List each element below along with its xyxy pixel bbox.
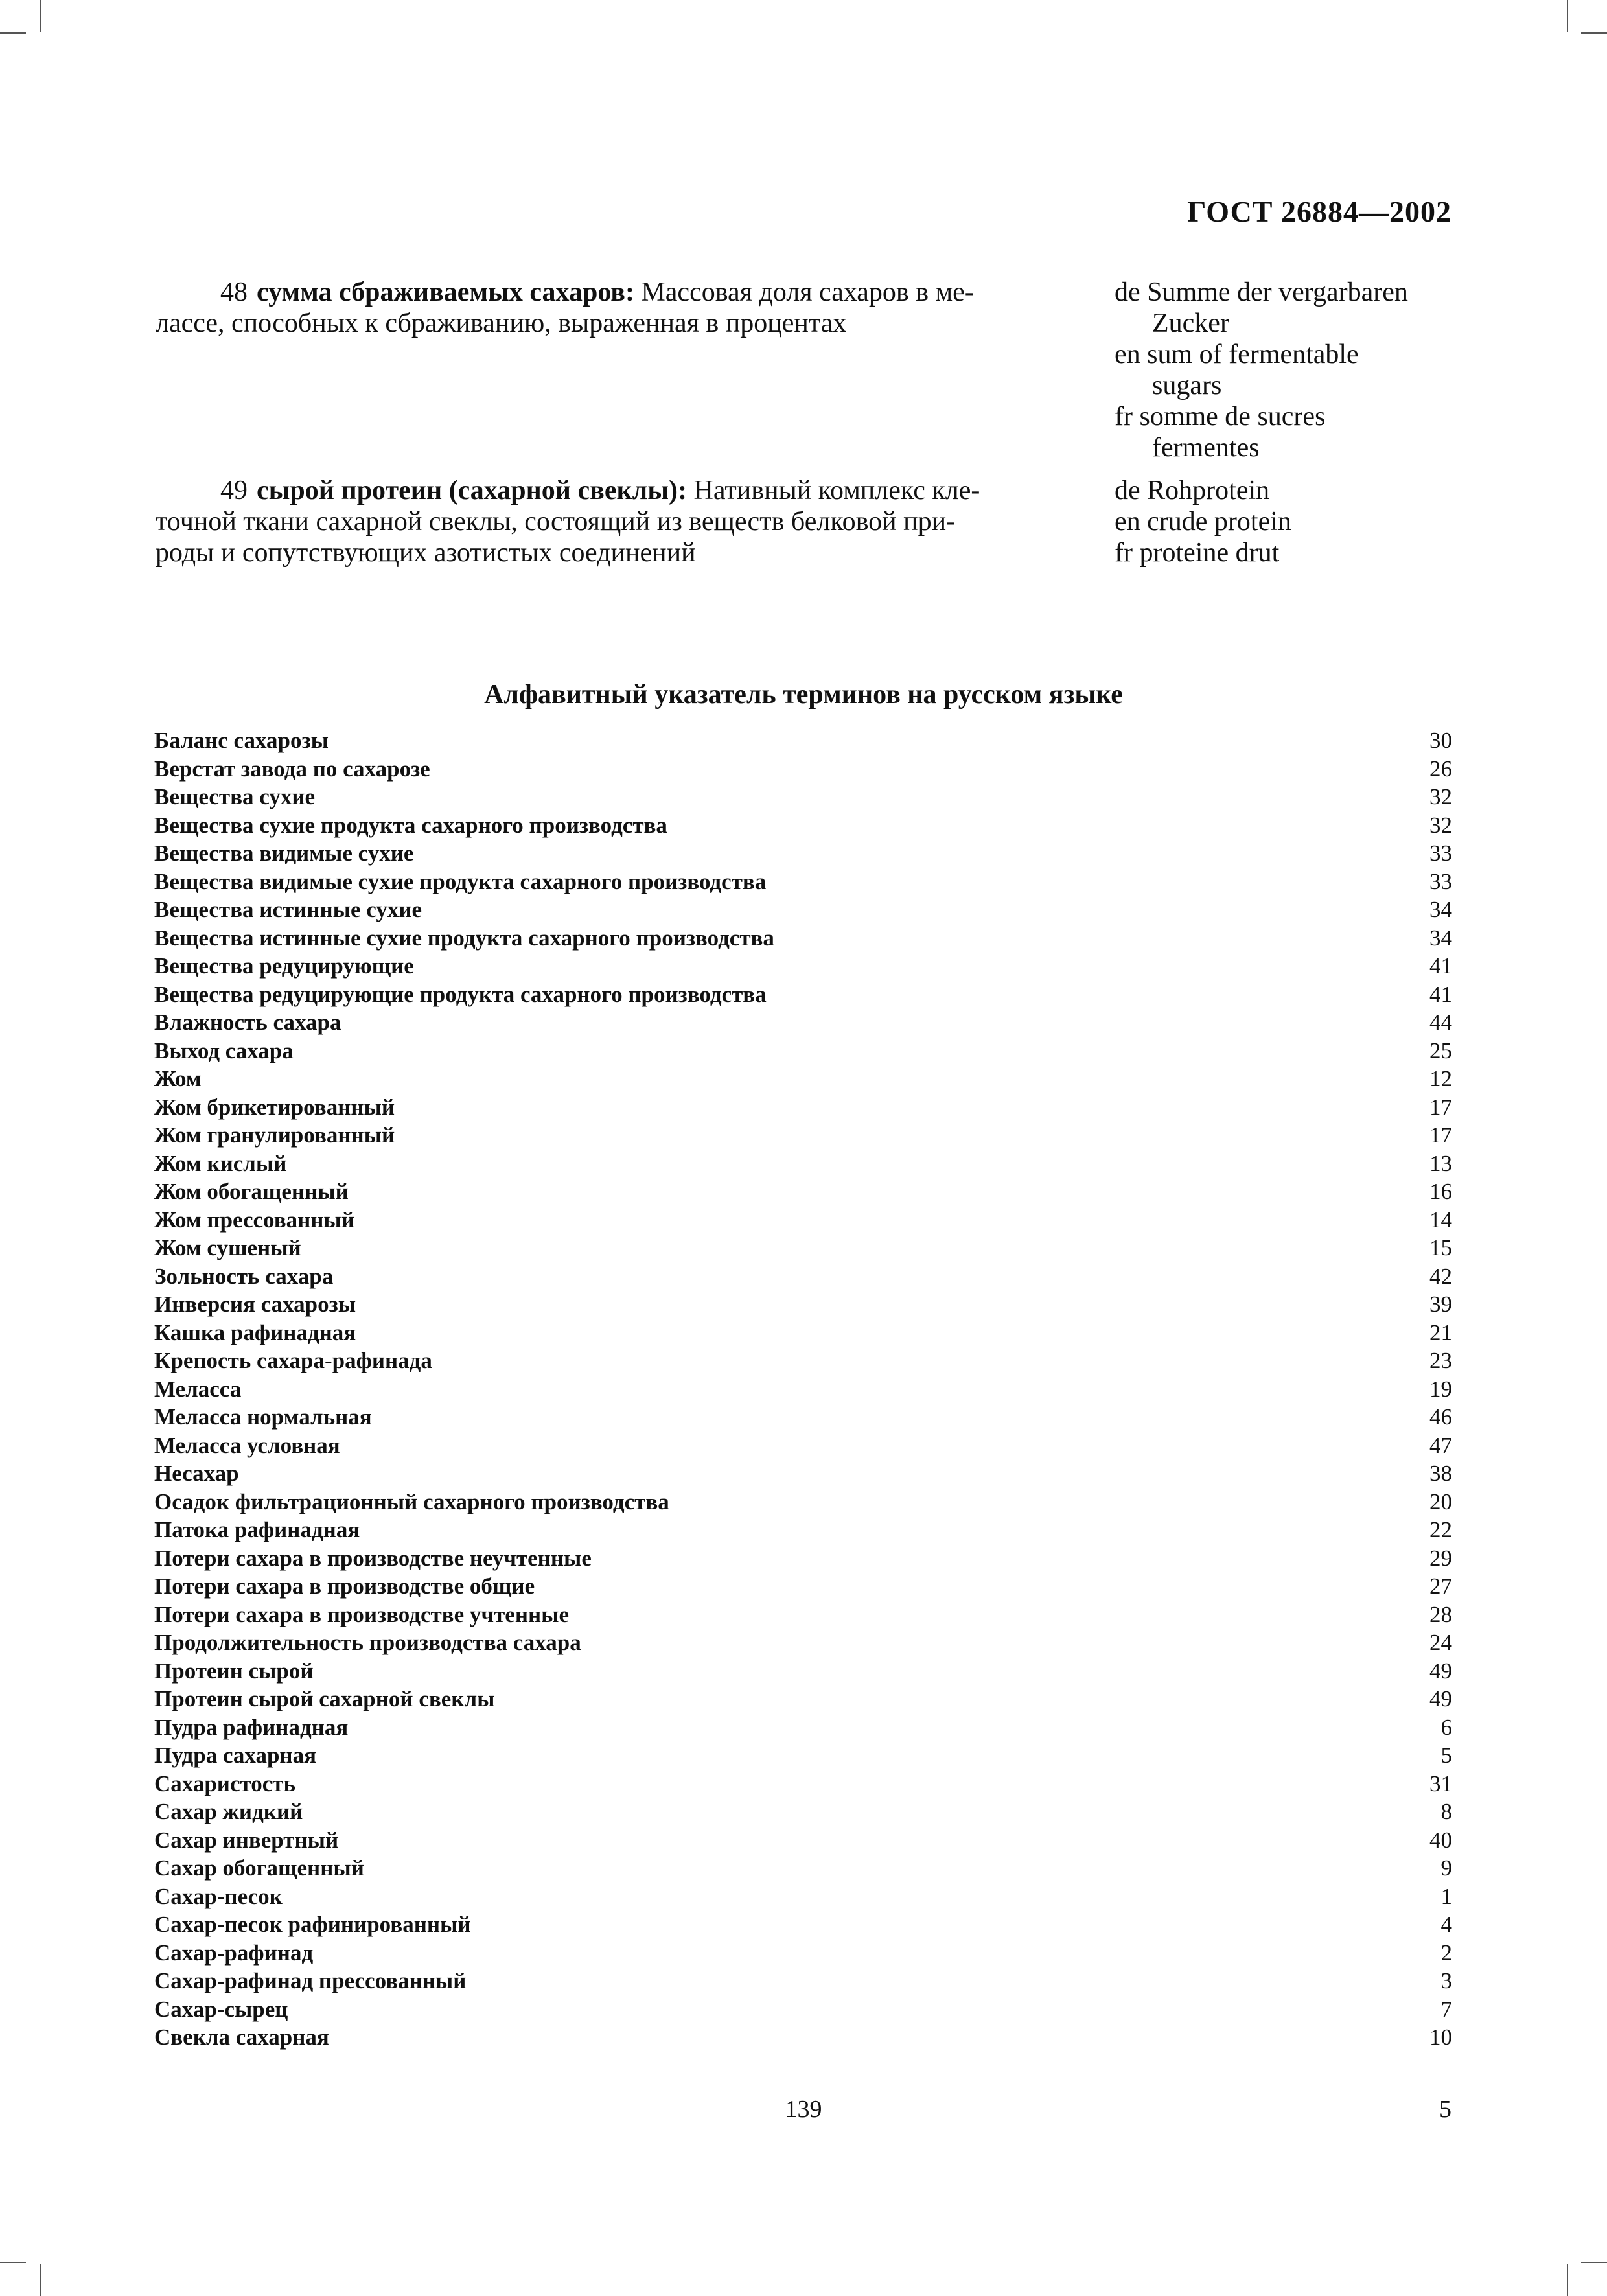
index-entry <box>154 1601 1452 1629</box>
index-entry-term: Вещества сухие продукта сахарного производства <box>154 812 667 838</box>
index-entry-term: Сахар-песок <box>154 1883 283 1909</box>
index-entry-page: 31 <box>1429 1770 1452 1796</box>
crop-mark <box>0 2262 26 2263</box>
index-entry-page: 30 <box>1429 728 1452 753</box>
index-entry-page: 38 <box>1429 1461 1452 1486</box>
index-entry-term: Меласса условная <box>154 1432 340 1458</box>
index-entry-term: Протеин сырой сахарной свеклы <box>154 1686 495 1711</box>
index-entry-term: Сахар-песок рафинированный <box>154 1912 471 1937</box>
index-entry <box>154 1037 1452 1065</box>
index-entry-page: 3 <box>1440 1968 1452 1993</box>
index-entry-term: Сахар инвертный <box>154 1827 339 1853</box>
index-entry-page: 5 <box>1440 1743 1452 1768</box>
index-entry-term: Вещества редуцирующие <box>154 953 414 979</box>
term-first-line <box>156 475 1069 506</box>
index-entry <box>154 1121 1452 1150</box>
index-entry <box>154 1403 1452 1432</box>
index-entry <box>154 1093 1452 1122</box>
index-entry-page: 28 <box>1429 1601 1452 1627</box>
index-entry-page: 14 <box>1429 1207 1452 1233</box>
index-entry-term: Жом брикетированный <box>154 1094 395 1120</box>
index-entry <box>154 1572 1452 1601</box>
term-number: 49 <box>220 476 248 505</box>
index-entry-term: Несахар <box>154 1461 239 1486</box>
index-entry <box>154 1685 1452 1713</box>
index-entry <box>154 1798 1452 1826</box>
index-entry-term: Инверсия сахарозы <box>154 1292 356 1317</box>
index-entry-term: Потери сахара в производстве учтенные <box>154 1601 570 1627</box>
index-entry-page: 32 <box>1429 812 1452 838</box>
crop-mark <box>40 0 41 32</box>
index-entry-page: 1 <box>1440 1883 1452 1909</box>
index-entry <box>154 1150 1452 1178</box>
index-entry-term: Сахар-рафинад прессованный <box>154 1968 467 1993</box>
index-entry <box>154 2023 1452 2052</box>
index-entry-term: Свекла сахарная <box>154 2024 329 2050</box>
index-entry-term: Сахаристость <box>154 1770 295 1796</box>
index-entry-term: Вещества истинные сухие <box>154 897 422 922</box>
term-entry <box>156 277 1069 339</box>
term-name: сырой протеин (сахарной свеклы): <box>257 476 688 505</box>
index-entry-page: 46 <box>1429 1404 1452 1430</box>
index-entry-page: 47 <box>1429 1432 1452 1458</box>
index-entry-term: Сахар жидкий <box>154 1799 303 1824</box>
index-entry-page: 39 <box>1429 1292 1452 1317</box>
index-entry <box>154 952 1452 980</box>
index-entry <box>154 783 1452 811</box>
equivalent-de-cont: Zucker <box>1152 308 1229 338</box>
index-entry <box>154 924 1452 953</box>
crop-mark <box>1567 2264 1568 2296</box>
index-entry-term: Потери сахара в производстве неучтенные <box>154 1545 592 1571</box>
index-entry <box>154 1713 1452 1742</box>
index-entry <box>154 1177 1452 1206</box>
index-entry <box>154 1488 1452 1516</box>
equivalent-en: en sum of fermentable <box>1115 340 1359 369</box>
index-entry-term: Крепость сахара-рафинада <box>154 1348 432 1373</box>
equivalent-de: de Rohprotein <box>1115 476 1270 505</box>
index-entry <box>154 1741 1452 1770</box>
index-entry-page: 9 <box>1440 1855 1452 1881</box>
index-entry-term: Вещества редуцирующие продукта сахарного производства <box>154 981 767 1007</box>
term-definition-line: Массовая доля сахаров в ме- <box>641 277 974 307</box>
index-entry-term: Верстат завода по сахарозе <box>154 756 430 782</box>
equivalent-de: de Summe der vergarbaren <box>1115 277 1408 307</box>
index-entry <box>154 1657 1452 1686</box>
index-entry-page: 33 <box>1429 841 1452 866</box>
index-entry <box>154 1629 1452 1657</box>
index-entry-page: 17 <box>1429 1122 1452 1148</box>
index-entry-page: 27 <box>1429 1573 1452 1599</box>
equivalent-fr: fr proteine drut <box>1115 538 1280 568</box>
index-entry <box>154 1065 1452 1093</box>
index-entry-page: 42 <box>1429 1263 1452 1289</box>
term-definition-line: точной ткани сахарной свеклы, состоящий из веществ белковой при- <box>156 507 956 537</box>
index-entry-term: Вещества видимые сухие продукта сахарного производства <box>154 868 767 894</box>
crop-mark <box>0 32 26 34</box>
index-entry <box>154 726 1452 755</box>
index-entry <box>154 755 1452 783</box>
index-entry-term: Пудра сахарная <box>154 1743 317 1768</box>
crop-mark <box>1581 2262 1607 2263</box>
index-entry-term: Вещества сухие <box>154 784 316 809</box>
term-equivalents <box>1115 277 1464 463</box>
index-entry-page: 49 <box>1429 1658 1452 1684</box>
index-entry-term: Жом кислый <box>154 1150 287 1176</box>
index-list <box>154 726 1452 2052</box>
index-entry-page: 44 <box>1429 1010 1452 1035</box>
index-entry-term: Вещества видимые сухие <box>154 841 414 866</box>
index-entry-page: 20 <box>1429 1489 1452 1514</box>
index-entry-page: 32 <box>1429 784 1452 809</box>
index-entry-term: Меласса <box>154 1376 242 1402</box>
index-entry <box>154 811 1452 840</box>
equivalent-fr-cont: fermentes <box>1152 433 1260 463</box>
index-entry-page: 22 <box>1429 1517 1452 1542</box>
index-entry-page: 41 <box>1429 953 1452 979</box>
index-entry-page: 49 <box>1429 1686 1452 1711</box>
index-entry-page: 10 <box>1429 2024 1452 2050</box>
index-entry-page: 29 <box>1429 1545 1452 1571</box>
term-definition-line: роды и сопутствующих азотистых соединений <box>156 538 696 568</box>
index-entry-term: Жом сушеный <box>154 1235 301 1260</box>
term-name: сумма сбраживаемых сахаров: <box>257 277 634 307</box>
index-entry-term: Сахар-рафинад <box>154 1940 314 1966</box>
index-entry <box>154 868 1452 896</box>
crop-mark <box>40 2264 41 2296</box>
index-entry-page: 8 <box>1440 1799 1452 1824</box>
page-number: 139 <box>785 2096 822 2123</box>
index-entry-page: 12 <box>1429 1066 1452 1091</box>
index-entry <box>154 1910 1452 1939</box>
index-entry-page: 16 <box>1429 1179 1452 1204</box>
term-entry <box>156 475 1069 568</box>
index-entry <box>154 839 1452 868</box>
index-entry-page: 24 <box>1429 1630 1452 1655</box>
index-entry-term: Сахар-сырец <box>154 1996 288 2022</box>
index-entry-page: 25 <box>1429 1038 1452 1063</box>
index-entry <box>154 980 1452 1009</box>
index-entry-term: Потери сахара в производстве общие <box>154 1573 535 1599</box>
index-entry-page: 19 <box>1429 1376 1452 1402</box>
index-entry <box>154 1008 1452 1037</box>
index-entry-page: 17 <box>1429 1094 1452 1120</box>
crop-mark <box>1581 32 1607 34</box>
index-entry <box>154 1854 1452 1883</box>
index-entry-term: Протеин сырой <box>154 1658 314 1684</box>
index-entry-term: Жом прессованный <box>154 1207 354 1233</box>
term-equivalents <box>1115 475 1464 568</box>
equivalent-en-cont: sugars <box>1152 371 1222 400</box>
index-entry <box>154 1883 1452 1911</box>
crop-mark <box>1567 0 1568 32</box>
index-entry-term: Пудра рафинадная <box>154 1714 349 1740</box>
index-entry-page: 34 <box>1429 925 1452 951</box>
index-entry <box>154 1347 1452 1375</box>
index-entry <box>154 1432 1452 1460</box>
index-entry-page: 41 <box>1429 981 1452 1007</box>
index-entry-page: 7 <box>1440 1996 1452 2022</box>
term-number: 48 <box>220 277 248 307</box>
equivalent-fr: fr somme de sucres <box>1115 402 1326 432</box>
index-entry <box>154 1319 1452 1347</box>
index-entry <box>154 896 1452 924</box>
index-entry-page: 6 <box>1440 1714 1452 1740</box>
index-entry <box>154 1516 1452 1544</box>
index-entry <box>154 1262 1452 1291</box>
index-entry-term: Сахар обогащенный <box>154 1855 364 1881</box>
index-entry-page: 34 <box>1429 897 1452 922</box>
index-entry-page: 13 <box>1429 1150 1452 1176</box>
index-entry <box>154 1967 1452 1995</box>
index-entry <box>154 1770 1452 1798</box>
index-entry-term: Влажность сахара <box>154 1010 341 1035</box>
index-entry <box>154 1290 1452 1319</box>
index-entry-term: Выход сахара <box>154 1038 294 1063</box>
index-entry <box>154 1544 1452 1573</box>
index-entry <box>154 1206 1452 1235</box>
index-entry-page: 40 <box>1429 1827 1452 1853</box>
index-entry-term: Осадок фильтрационный сахарного производства <box>154 1489 669 1514</box>
index-entry-term: Кашка рафинадная <box>154 1319 356 1345</box>
index-entry-page: 4 <box>1440 1912 1452 1937</box>
index-entry-page: 26 <box>1429 756 1452 782</box>
index-entry-term: Продолжительность производства сахара <box>154 1630 581 1655</box>
index-entry-term: Жом обогащенный <box>154 1179 349 1204</box>
index-entry-term: Меласса нормальная <box>154 1404 372 1430</box>
index-entry-page: 15 <box>1429 1235 1452 1260</box>
index-entry <box>154 1995 1452 2024</box>
index-entry-term: Баланс сахарозы <box>154 728 329 753</box>
index-entry-term: Вещества истинные сухие продукта сахарного производства <box>154 925 774 951</box>
index-entry <box>154 1375 1452 1404</box>
term-definition-line: Нативный комплекс кле- <box>693 476 980 505</box>
index-entry-term: Жом гранулированный <box>154 1122 395 1148</box>
index-entry <box>154 1459 1452 1488</box>
index-title: Алфавитный указатель терминов на русском языке <box>484 680 1123 710</box>
index-entry <box>154 1826 1452 1855</box>
standard-header: ГОСТ 26884—2002 <box>1187 195 1451 228</box>
index-entry-page: 33 <box>1429 868 1452 894</box>
index-entry-term: Патока рафинадная <box>154 1517 360 1542</box>
index-entry <box>154 1939 1452 1967</box>
index-entry <box>154 1234 1452 1262</box>
term-first-line <box>156 277 1069 308</box>
index-entry-term: Зольность сахара <box>154 1263 334 1289</box>
index-entry-page: 2 <box>1440 1940 1452 1966</box>
index-entry-term: Жом <box>154 1066 202 1091</box>
equivalent-en: en crude protein <box>1115 507 1291 537</box>
index-entry-page: 21 <box>1429 1319 1452 1345</box>
footer-right-mark: 5 <box>1439 2096 1451 2123</box>
term-definition-line: лассе, способных к сбраживанию, выраженная в процентах <box>156 308 847 338</box>
index-entry-page: 23 <box>1429 1348 1452 1373</box>
